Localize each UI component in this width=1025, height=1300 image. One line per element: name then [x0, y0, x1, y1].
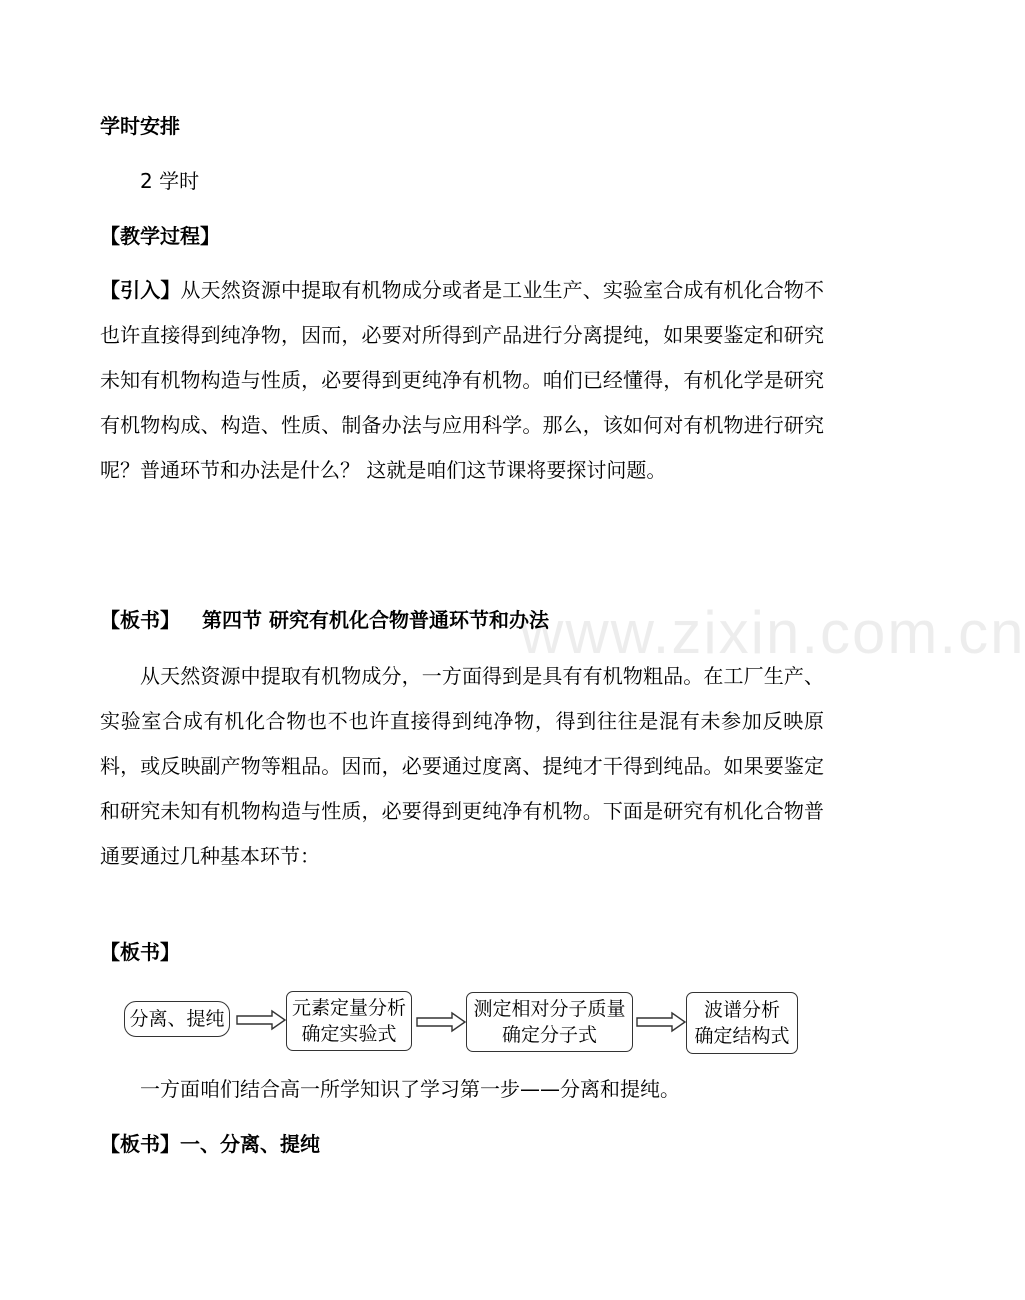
flow-step-molecular-mass: [466, 992, 633, 1052]
body-paragraph-2: 从天然资源中提取有机物成分，一方面得到是具有有机物粗品。在工厂生产、实验室合成有机化合物也不也许直接得到纯净物，得到往往是混有未参加反映原料，或反映副产物等粗品。因而，必要通过度离、提纯才干得到纯品。如果要鉴定和研究未知有机物构造与性质，必要得到更纯净有机物。下面是研究有机化合物普通要通过几种基本环节：: [100, 664, 824, 868]
flow-step-4-line-1: 波谱分析: [703, 999, 780, 1021]
board-heading-1: [100, 608, 549, 632]
flow-step-3-line-1: 测定相对分子质量: [473, 998, 626, 1020]
board-label-1: 【板书】: [100, 608, 180, 632]
heading-schedule: 学时安排: [100, 114, 180, 138]
heading-process: 【教学过程】: [100, 224, 220, 248]
flow-arrow-icon: [416, 1012, 466, 1032]
watermark: www.zixin.com.cn: [520, 599, 1025, 666]
flow-step-elemental-analysis: [286, 991, 412, 1051]
flow-arrow-icon: [636, 1012, 686, 1032]
flow-step-2-line-2: 确定实验式: [301, 1023, 397, 1045]
flow-step-separation: [124, 1001, 230, 1037]
intro-label: 【引入】: [100, 278, 181, 302]
flow-step-3-line-2: 确定分子式: [501, 1024, 597, 1046]
intro-paragraph: [100, 268, 824, 493]
schedule-value: 2 学时: [140, 169, 200, 193]
board-label-2: 【板书】: [100, 940, 180, 964]
flow-step-spectrum-analysis: [686, 992, 798, 1054]
section-title: 第四节 研究有机化合物普通环节和办法: [202, 608, 549, 632]
intro-text: 从天然资源中提取有机物成分或者是工业生产、实验室合成有机化合物不也许直接得到纯净物，因而，必要对所得到产品进行分离提纯，如果要鉴定和研究未知有机物构造与性质，必要得到更纯净有机物。咱们已经懂得，有机化学是研究有机物构成、构造、性质、制备办法与应用科学。那么，该如何对有机物进行研究呢？普通环节和办法是什么？ 这就是咱们这节课将要探讨问题。: [100, 278, 825, 482]
flow-step-4-line-2: 确定结构式: [694, 1025, 790, 1047]
body-paragraph-3: 一方面咱们结合高一所学知识了学习第一步——分离和提纯。: [140, 1077, 680, 1101]
flow-step-2-line-1: 元素定量分析: [291, 997, 406, 1019]
flow-step-1-text: 分离、提纯: [129, 1008, 225, 1030]
flow-arrow-icon: [236, 1010, 286, 1030]
board-heading-3: 【板书】一、分离、提纯: [100, 1132, 320, 1156]
